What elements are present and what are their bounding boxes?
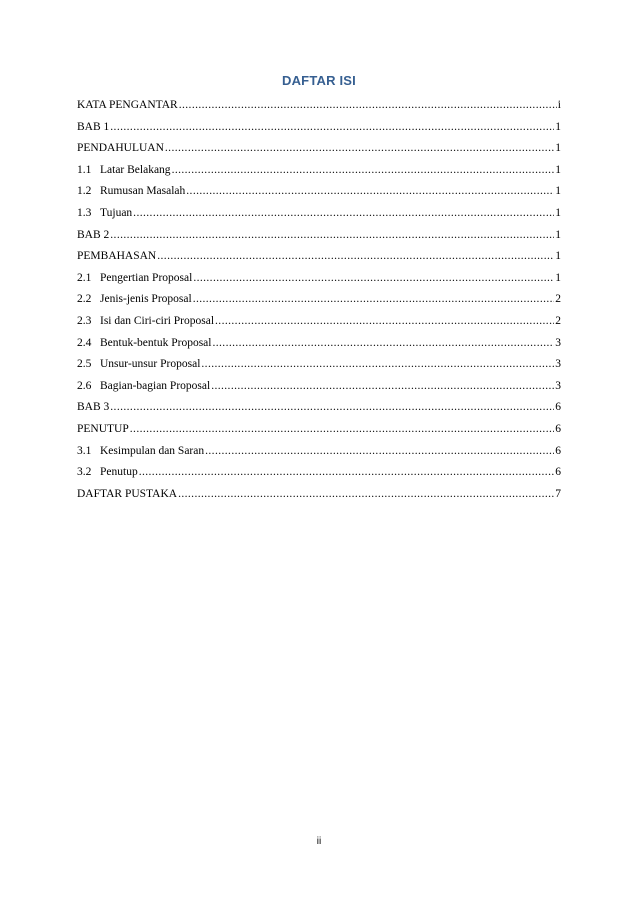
toc-entry-label: KATA PENGANTAR	[77, 99, 178, 111]
toc-entry-label: Bagian-bagian Proposal	[100, 379, 211, 392]
toc-dot-leader	[211, 376, 554, 398]
toc-dot-leader	[205, 441, 554, 463]
toc-entry[interactable]	[77, 225, 561, 247]
toc-dot-leader	[193, 289, 555, 311]
toc-dot-leader	[201, 354, 554, 376]
toc-entry-label: Penutup	[100, 466, 138, 479]
toc-dot-leader	[110, 117, 554, 139]
toc-entry-label: Tujuan	[100, 206, 133, 219]
toc-dot-leader	[212, 333, 554, 355]
toc-entry-page: 6	[555, 401, 561, 414]
toc-entry-number: 3.1	[77, 444, 92, 457]
toc-entry-label: Bentuk-bentuk Proposal	[100, 336, 212, 349]
toc-dot-leader	[130, 419, 554, 441]
toc-entry-number: 2.5	[77, 358, 92, 371]
page-number: ii	[316, 836, 322, 847]
toc-entry-label: PEMBAHASAN	[77, 250, 157, 263]
toc-entry[interactable]	[77, 397, 561, 419]
toc-entry-label: Kesimpulan dan Saran	[100, 444, 205, 457]
toc-dot-leader	[172, 160, 555, 182]
toc-entry-page: 6	[555, 422, 561, 435]
toc-dot-leader	[157, 246, 554, 268]
toc-entry-label: Unsur-unsur Proposal	[100, 358, 201, 371]
toc-dot-leader	[215, 311, 554, 333]
toc-entry-page: 1	[555, 163, 561, 176]
toc-dot-leader	[179, 95, 557, 117]
toc-entry[interactable]	[77, 268, 561, 290]
toc-entry-page: i	[557, 99, 561, 111]
toc-entry-label: BAB 2	[77, 228, 110, 241]
toc-entry-number: 1.1	[77, 163, 92, 176]
toc-entry-number: 1.3	[77, 206, 92, 219]
toc-entry-page: 1	[555, 271, 561, 284]
toc-entry-label: Pengertian Proposal	[100, 271, 193, 284]
toc-entry-label: Latar Belakang	[100, 163, 171, 176]
toc-entry-label: Isi dan Ciri-ciri Proposal	[100, 314, 215, 327]
toc-dot-leader	[110, 397, 554, 419]
toc-entry[interactable]	[77, 441, 561, 463]
toc-entry-page: 1	[555, 142, 561, 155]
toc-entry[interactable]	[77, 419, 561, 441]
toc-entry[interactable]	[77, 117, 561, 139]
toc-dot-leader	[193, 268, 554, 290]
toc-entry[interactable]	[77, 376, 561, 398]
toc-dot-leader	[110, 225, 554, 247]
toc-entry[interactable]	[77, 95, 561, 117]
toc-entry-number: 2.6	[77, 379, 92, 392]
toc-dot-leader	[178, 484, 554, 506]
toc-entry-page: 3	[555, 336, 561, 349]
toc-entry[interactable]	[77, 203, 561, 225]
toc-entry-number: 2.1	[77, 271, 92, 284]
toc-entry[interactable]	[77, 333, 561, 355]
toc-entry-label: Rumusan Masalah	[100, 185, 186, 198]
toc-entry-label: BAB 1	[77, 120, 110, 133]
toc-entry-page: 6	[555, 444, 561, 457]
toc-entry-label: DAFTAR PUSTAKA	[77, 487, 178, 500]
toc-entry-page: 7	[555, 487, 561, 500]
toc-entry[interactable]	[77, 160, 561, 182]
toc-dot-leader	[186, 181, 554, 203]
toc-entry-page: 1	[555, 206, 561, 219]
toc-entry-page: 2	[555, 293, 561, 306]
toc-entry-number: 1.2	[77, 185, 92, 198]
toc-entry[interactable]	[77, 462, 561, 484]
toc-entry-label: PENDAHULUAN	[77, 142, 164, 155]
table-of-contents	[77, 95, 561, 505]
toc-entry[interactable]	[77, 289, 561, 311]
toc-entry[interactable]	[77, 354, 561, 376]
toc-entry-page: 1	[555, 120, 561, 133]
toc-entry[interactable]	[77, 246, 561, 268]
toc-entry-label: PENUTUP	[77, 422, 129, 435]
page-title: DAFTAR ISI	[282, 73, 356, 88]
toc-entry-page: 3	[555, 379, 561, 392]
toc-entry[interactable]	[77, 484, 561, 506]
toc-dot-leader	[139, 462, 555, 484]
toc-dot-leader	[133, 203, 554, 225]
toc-dot-leader	[165, 138, 554, 160]
toc-entry[interactable]	[77, 138, 561, 160]
toc-entry[interactable]	[77, 311, 561, 333]
toc-entry-number: 3.2	[77, 466, 92, 479]
toc-entry-page: 1	[555, 185, 561, 198]
toc-entry[interactable]	[77, 181, 561, 203]
toc-entry-label: BAB 3	[77, 401, 110, 414]
toc-entry-label: Jenis-jenis Proposal	[100, 293, 192, 306]
toc-entry-page: 1	[555, 228, 561, 241]
toc-entry-page: 2	[555, 314, 561, 327]
toc-entry-page: 3	[555, 358, 561, 371]
toc-entry-number: 2.2	[77, 293, 92, 306]
toc-entry-number: 2.3	[77, 314, 92, 327]
toc-entry-number: 2.4	[77, 336, 92, 349]
toc-entry-page: 6	[555, 466, 561, 479]
toc-entry-page: 1	[555, 250, 561, 263]
